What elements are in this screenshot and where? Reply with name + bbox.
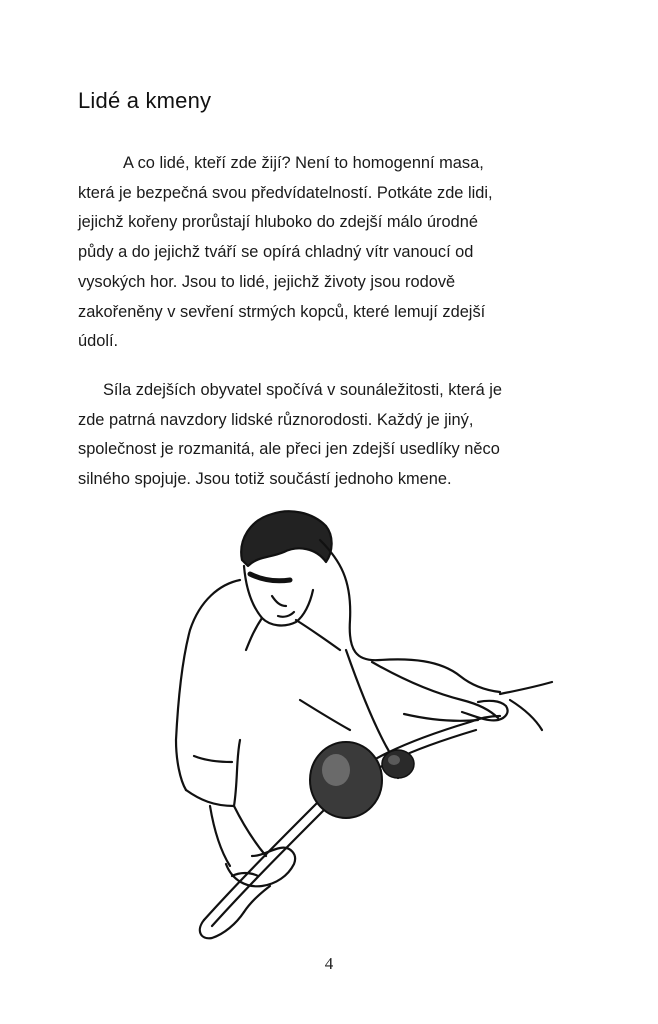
paragraph-line: společnost je rozmanitá, ale přeci jen zdejší usedlíky něco: [78, 440, 500, 459]
section-heading: Lidé a kmeny: [78, 88, 212, 113]
paragraph-line: jejichž kořeny prorůstají hluboko do zdejší málo úrodné: [78, 213, 478, 232]
paragraph-line: která je bezpečná svou předvídatelností. Potkáte zde lidi,: [78, 183, 493, 202]
paragraph-line: půdy a do jejichž tváří se opírá chladný vítr vanoucí od: [78, 243, 474, 262]
glassblower-sketch-icon: [160, 500, 560, 940]
paragraph-line: zakořeněny v sevření strmých kopců, které lemují zdejší: [78, 302, 486, 321]
paragraph-line: A co lidé, kteří zde žijí? Není to homogenní masa,: [123, 154, 484, 172]
paragraph-1: [78, 149, 578, 357]
paragraph-2: [78, 376, 578, 495]
paragraph-line: Síla zdejších obyvatel spočívá v sounáležitosti, která je: [103, 381, 503, 399]
paragraph-line: silného spojuje. Jsou totiž součástí jednoho kmene.: [78, 470, 452, 489]
paragraph-line: údolí.: [78, 332, 119, 351]
paragraph-line: zde patrná navzdory lidské různorodosti. Každý je jiný,: [78, 410, 474, 429]
page-number: 4: [324, 954, 334, 973]
paragraph-line: vysokých hor. Jsou to lidé, jejichž životy jsou rodově: [78, 272, 456, 291]
